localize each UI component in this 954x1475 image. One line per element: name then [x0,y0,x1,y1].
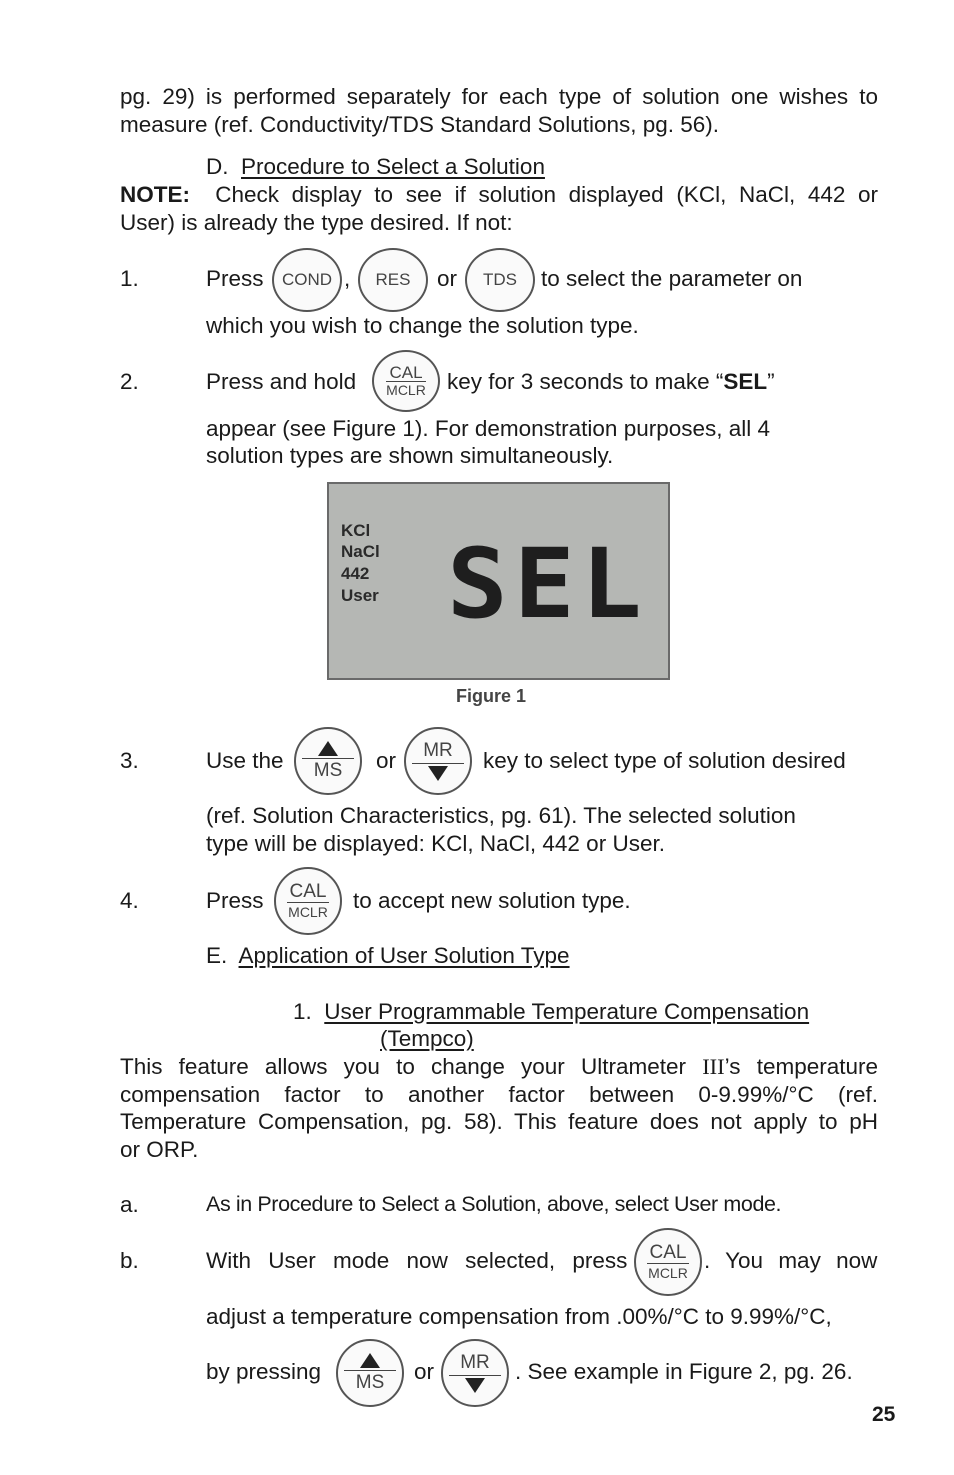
substep-b-letter: b. [120,1248,139,1273]
roman-three: III [702,1054,725,1079]
step-1-number: 1. [120,266,139,291]
up-ms-key-icon: MS [294,727,362,795]
feature-line-1: This feature allows you to change your Ultrameter III’s temperature [120,1054,879,1079]
step-2-text: key for 3 seconds to make “SEL” [447,369,775,394]
step-3-use: Use the [206,748,284,773]
section-d-letter: D. [206,154,229,179]
sub-1-number: 1. [293,999,312,1024]
step-3-line-3: type will be displayed: KCl, NaCl, 442 or User. [206,831,665,856]
substep-b-text-2: . You may now [704,1248,878,1273]
substep-b-text-1: With User mode now selected, press [206,1248,628,1273]
step-3-or: or [376,748,397,773]
cond-key-icon: COND [272,248,342,312]
down-arrow-icon [428,766,448,781]
cal-mclr-key-icon: CAL MCLR [634,1228,702,1296]
substep-a-text: As in Procedure to Select a Solution, above, select User mode. [206,1192,782,1216]
lcd-sel-readout: SEL [447,528,648,640]
mr-down-key-icon: MR [404,727,472,795]
note-line-1 [120,182,878,208]
intro-line-2: measure (ref. Conductivity/TDS Standard Solutions, pg. 56). [120,112,720,137]
feature-line-3: Temperature Compensation, pg. 58). This feature does not apply to pH [120,1109,878,1134]
sub-1-title-line-1: User Programmable Temperature Compensation [324,999,810,1024]
section-d-title: Procedure to Select a Solution [241,154,545,179]
note-label: NOTE: [120,182,190,207]
step-1-text: to select the parameter on [541,266,803,291]
step-4-press: Press [206,888,264,913]
step-4-number: 4. [120,888,139,913]
cal-mclr-key-icon: CAL MCLR [274,867,342,935]
page-number: 25 [872,1403,896,1426]
section-d-heading [206,154,545,180]
down-arrow-icon [465,1378,485,1393]
cal-mclr-key-icon: CAL MCLR [372,350,440,412]
intro-line-1: pg. 29) is performed separately for each type of solution one wishes to [120,84,878,109]
res-key-icon: RES [358,248,428,312]
step-1-comma: , [344,266,351,291]
step-2-number: 2. [120,369,139,394]
lcd-solution-442: 442 [341,564,370,583]
substep-b-or: or [414,1359,435,1384]
step-3-line-2: (ref. Solution Characteristics, pg. 61). The selected solution [206,803,796,828]
step-1-line-2: which you wish to change the solution type. [206,313,639,338]
up-arrow-icon [318,741,338,756]
figure-1-caption: Figure 1 [456,686,527,706]
step-4-text: to accept new solution type. [353,888,631,913]
lcd-solution-user: User [341,586,379,605]
note-text-1: Check display to see if solution displayed (KCl, NaCl, 442 or [215,182,878,207]
step-1-or: or [437,266,458,291]
step-3-text: key to select type of solution desired [483,748,846,773]
feature-line-4: or ORP. [120,1137,199,1162]
feature-line-2: compensation factor to another factor between 0-9.99%/°C (ref. [120,1082,878,1107]
mr-down-key-icon: MR [441,1339,509,1407]
lcd-display-figure [327,482,670,680]
substep-a-letter: a. [120,1192,139,1217]
lcd-solution-kcl: KCl [341,521,371,540]
note-line-2: User) is already the type desired. If not: [120,210,513,235]
step-3-number: 3. [120,748,139,773]
sub-1-heading [293,999,809,1025]
section-e-heading [206,943,570,969]
step-2-line-3: solution types are shown simultaneously. [206,443,614,468]
section-e-title: Application of User Solution Type [238,943,570,968]
substep-b-line-3b: . See example in Figure 2, pg. 26. [515,1359,853,1384]
section-e-letter: E. [206,943,228,968]
up-ms-key-icon: MS [336,1339,404,1407]
up-arrow-icon [360,1353,380,1368]
step-2-line-2: appear (see Figure 1). For demonstration purposes, all 4 [206,416,771,441]
substep-b-line-3a: by pressing [206,1359,322,1384]
sel-word: SEL [723,369,768,394]
tds-key-icon: TDS [465,248,535,312]
step-1-press: Press [206,266,264,291]
lcd-solution-nacl: NaCl [341,542,380,561]
substep-b-line-2: adjust a temperature compensation from .00%/°C to 9.99%/°C, [206,1304,832,1329]
sub-1-title-line-2: (Tempco) [380,1026,474,1051]
step-2-press: Press and hold [206,369,357,394]
